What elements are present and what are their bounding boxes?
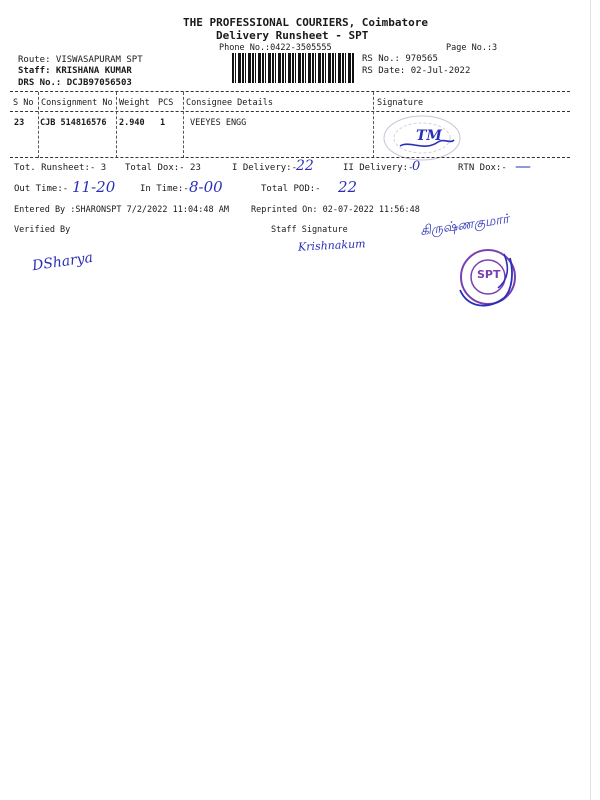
- verified-by-label: Verified By: [14, 225, 71, 235]
- cell-consignee: VEEYES ENGG: [190, 118, 247, 128]
- out-time-value: 11-20: [72, 178, 116, 196]
- col-divider: [38, 92, 39, 158]
- col-divider: [183, 92, 184, 158]
- i-delivery-label: I Delivery:-: [232, 163, 298, 173]
- table-top-rule: [10, 91, 570, 92]
- cell-pcs: 1: [160, 118, 166, 128]
- out-time-label: Out Time:-: [14, 184, 69, 194]
- route: Route: VISWASAPURAM SPT: [18, 55, 143, 65]
- table-header-rule: [10, 111, 570, 112]
- page-number: Page No.:3: [446, 43, 498, 53]
- col-sno: S No: [13, 98, 34, 108]
- staff-signature-label: Staff Signature: [271, 225, 348, 235]
- total-pod-label: Total POD:-: [261, 184, 321, 194]
- entered-by: Entered By :SHARONSPT 7/2/2022 11:04:48 AM: [14, 205, 229, 215]
- total-runsheet: Tot. Runsheet:- 3: [14, 163, 107, 173]
- verifier-signature: DSharya: [31, 249, 94, 275]
- rs-date: RS Date: 02-Jul-2022: [362, 66, 471, 76]
- page-edge: [590, 0, 591, 800]
- rtn-dox-value: —: [515, 156, 531, 175]
- table-bottom-rule: [10, 157, 570, 158]
- stamp-label: SPT: [477, 268, 501, 281]
- handwritten-note: கிருஷ்ணகுமார்: [419, 211, 510, 240]
- runsheet-title: Delivery Runsheet - SPT: [216, 29, 369, 42]
- col-consignment: Consignment No: [41, 98, 113, 108]
- col-signature: Signature: [377, 98, 424, 108]
- rs-number: RS No.: 970565: [362, 54, 438, 64]
- col-consignee: Consignee Details: [186, 98, 273, 108]
- ii-delivery-value: 0: [412, 159, 421, 174]
- drs-number: DRS No.: DCJB97056503: [18, 78, 132, 88]
- barcode: [232, 53, 354, 83]
- reprinted-on: Reprinted On: 02-07-2022 11:56:48: [251, 205, 420, 215]
- col-divider: [116, 92, 117, 158]
- ii-delivery-label: II Delivery:-: [343, 163, 414, 173]
- col-pcs: PCS: [158, 98, 174, 108]
- in-time-value: 8-00: [189, 178, 223, 196]
- in-time-label: In Time:-: [140, 184, 189, 194]
- cell-consignment: CJB 514816576: [40, 118, 107, 128]
- cell-sno: 23: [14, 118, 25, 128]
- total-dox: Total Dox:- 23: [125, 163, 201, 173]
- rtn-dox-label: RTN Dox:-: [458, 163, 507, 173]
- col-weight: Weight: [119, 98, 150, 108]
- staff-signature: Krishnakum: [297, 237, 366, 254]
- receiver-signature: TM: [416, 128, 442, 144]
- cell-weight: 2.940: [119, 118, 145, 128]
- phone-number: Phone No.:0422-3505555: [219, 43, 332, 53]
- staff: Staff: KRISHANA KUMAR: [18, 66, 132, 76]
- col-divider: [373, 92, 374, 158]
- i-delivery-value: 22: [296, 158, 314, 174]
- total-pod-value: 22: [338, 178, 358, 196]
- company-name: THE PROFESSIONAL COURIERS, Coimbatore: [183, 16, 429, 29]
